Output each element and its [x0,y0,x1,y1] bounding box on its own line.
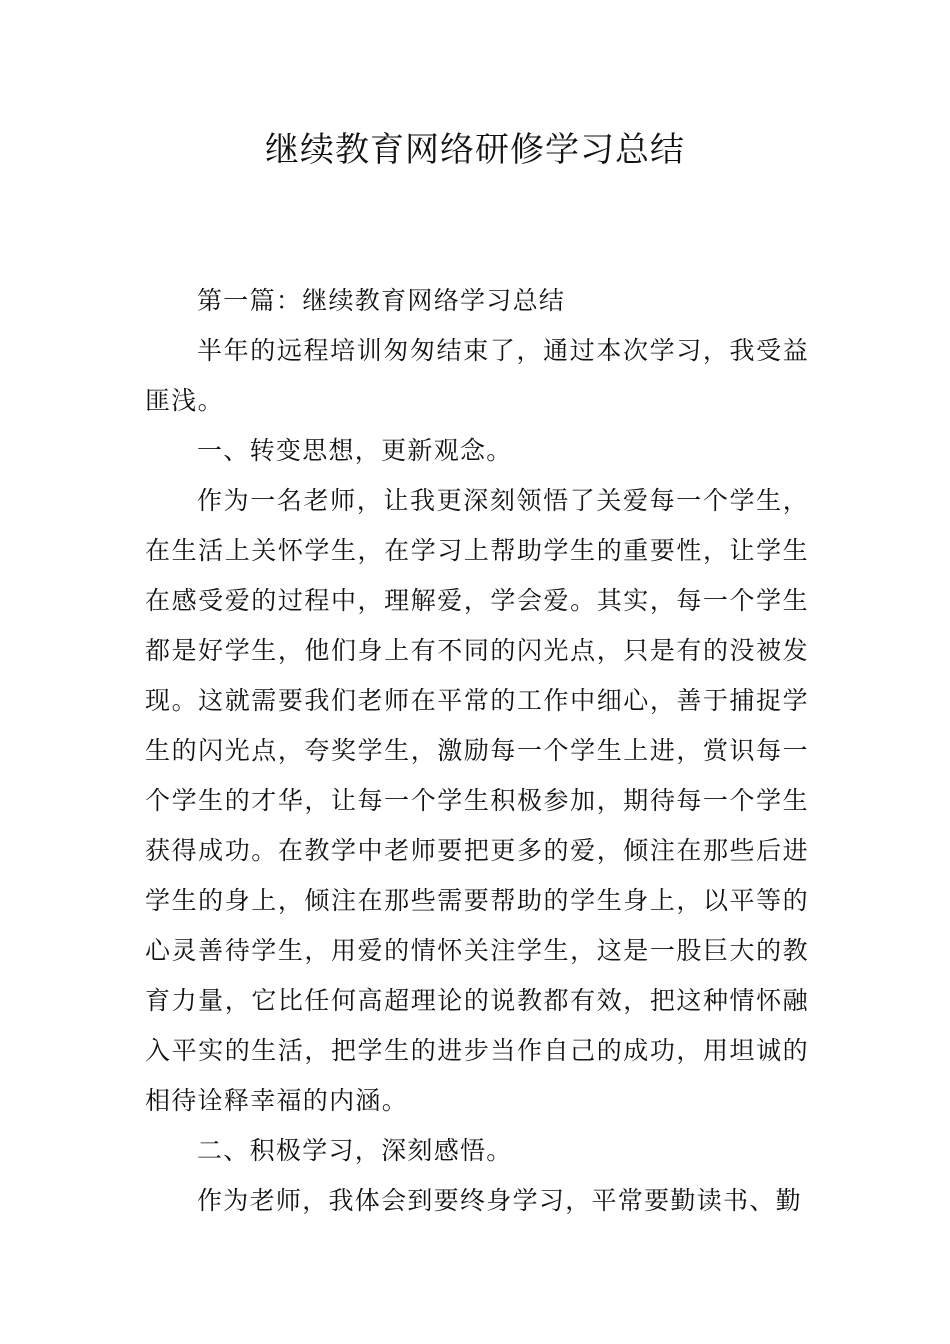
paragraph-body-two: 作为老师，我体会到要终身学习，平常要勤读书、勤 [197,1186,802,1215]
document-title: 继续教育网络研修学习总结 [265,130,685,170]
paragraph-heading-one: 一、转变思想，更新观念。 [197,436,513,465]
paragraph-body-one: 作为一名老师，让我更深刻领悟了关爱每一个学生，在生活上关怀学生，在学习上帮助学生的重要性，让学生在感受爱的过程中，理解爱，学会爱。其实，每一个学生都是好学生，他们身上有不同的闪光点，只是有的没被发现。这就需要我们老师在平常的工作中细心，善于捕捉学生的闪光点，夸奖学生，激励每一个学生上进，赏识每一个学生的才华，让每一个学生积极参加，期待每一个学生获得成功。在教学中老师要把更多的爱，倾注在那些后进学生的身上，倾注在那些需要帮助的学生身上，以平等的心灵善待学生，用爱的情怀关注学生，这是一股巨大的教育力量，它比任何高超理论的说教都有效，把这种情怀融入平实的生活，把学生的进步当作自己的成功，用坦诚的相待诠释幸福的内涵。 [145,486,809,1115]
paragraph-intro: 半年的远程培训匆匆结束了，通过本次学习，我受益匪浅。 [145,336,809,415]
paragraph-heading-two: 二、积极学习，深刻感悟。 [197,1136,513,1165]
paragraph-section-heading: 第一篇：继续教育网络学习总结 [197,286,566,315]
document-body [145,276,809,1226]
